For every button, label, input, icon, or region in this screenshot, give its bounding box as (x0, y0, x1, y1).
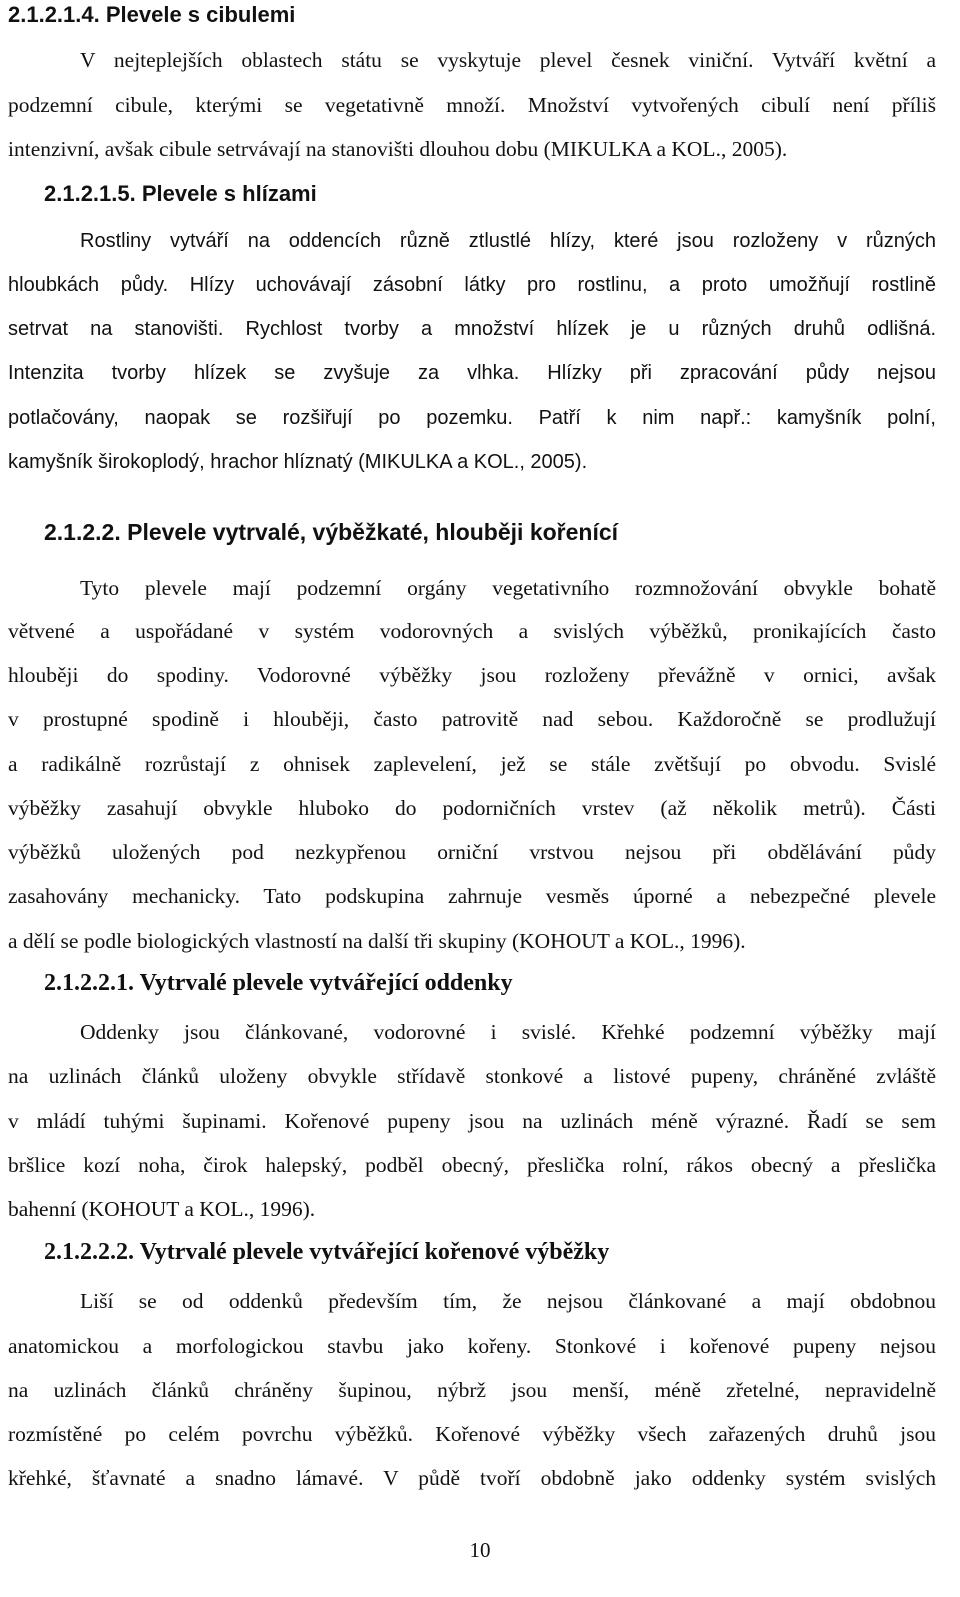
paragraph-line: výběžků uložených pod nezkypřenou orniční vrstvou nejsou při obdělávání půdy (8, 840, 936, 864)
paragraph-line: hloubkách půdy. Hlízy uchovávají zásobní látky pro rostlinu, a proto umožňují rostlině (8, 274, 936, 296)
paragraph-line: Rostliny vytváří na oddencích různě ztlustlé hlízy, které jsou rozloženy v různých (80, 230, 936, 252)
heading-plevele-s-cibulemi: 2.1.2.1.4. Plevele s cibulemi (8, 2, 296, 27)
paragraph-line: kamyšník širokoplodý, hrachor hlíznatý (MIKULKA a KOL., 2005). (8, 451, 588, 473)
paragraph-line: rozmístěné po celém povrchu výběžků. Kořenové výběžky všech zařazených druhů jsou (8, 1422, 936, 1446)
heading-plevele-s-hlizami: 2.1.2.1.5. Plevele s hlízami (44, 181, 317, 206)
paragraph-line: hlouběji do spodiny. Vodorovné výběžky jsou rozloženy převážně v ornici, avšak (8, 663, 936, 687)
paragraph-line: Tyto plevele mají podzemní orgány vegetativního rozmnožování obvykle bohatě (80, 576, 936, 600)
paragraph-line: setrvat na stanovišti. Rychlost tvorby a množství hlízek je u různých druhů odlišná. (8, 318, 936, 340)
paragraph-line: v prostupné spodině i hlouběji, často patrovitě nad sebou. Každoročně se prodlužují (8, 707, 936, 731)
paragraph-line: bršlice kozí noha, čirok halepský, podběl obecný, přeslička rolní, rákos obecný a přeslička (8, 1153, 936, 1177)
paragraph-line: intenzivní, avšak cibule setrvávají na stanovišti dlouhou dobu (MIKULKA a KOL., 2005). (8, 137, 788, 161)
paragraph-line: potlačovány, naopak se rozšiřují po pozemku. Patří k nim např.: kamyšník polní, (8, 407, 936, 429)
paragraph-line: bahenní (KOHOUT a KOL., 1996). (8, 1197, 316, 1221)
heading-plevele-vytrvale-vybezkate: 2.1.2.2. Plevele vytrvalé, výběžkaté, hlouběji kořenící (44, 519, 619, 545)
paragraph-line: na uzlinách článků uloženy obvykle střídavě stonkové a listové pupeny, chráněné zvláště (8, 1064, 936, 1088)
paragraph-line: na uzlinách článků chráněny šupinou, nýbrž jsou menší, méně zřetelné, nepravidelně (8, 1378, 936, 1402)
paragraph-line: podzemní cibule, kterými se vegetativně množí. Množství vytvořených cibulí není příliš (8, 93, 936, 117)
paragraph-line: Oddenky jsou článkované, vodorovné i svislé. Křehké podzemní výběžky mají (80, 1020, 936, 1044)
paragraph-line: v mládí tuhými šupinami. Kořenové pupeny jsou na uzlinách méně výrazné. Řadí se sem (8, 1109, 936, 1133)
heading-vytrvale-plevele-oddenky: 2.1.2.2.1. Vytrvalé plevele vytvářející oddenky (44, 970, 513, 996)
heading-vytrvale-plevele-korenove-vybezky: 2.1.2.2.2. Vytrvalé plevele vytvářející kořenové výběžky (44, 1239, 610, 1265)
paragraph-line: Intenzita tvorby hlízek se zvyšuje za vlhka. Hlízky při zpracování půdy nejsou (8, 362, 936, 384)
paragraph-line: anatomickou a morfologickou stavbu jako kořeny. Stonkové i kořenové pupeny nejsou (8, 1334, 936, 1358)
paragraph-line: větvené a uspořádané v systém vodorovných a svislých výběžků, pronikajících často (8, 619, 936, 643)
paragraph-line: a dělí se podle biologických vlastností na další tři skupiny (KOHOUT a KOL., 1996). (8, 929, 746, 953)
paragraph-line: výběžky zasahují obvykle hluboko do podorničních vrstev (až několik metrů). Části (8, 796, 936, 820)
page-number: 10 (469, 1538, 491, 1562)
paragraph-line: zasahovány mechanicky. Tato podskupina zahrnuje vesměs úporné a nebezpečné plevele (8, 884, 936, 908)
paragraph-line: V nejteplejších oblastech státu se vyskytuje plevel česnek viniční. Vytváří květní a (80, 48, 936, 72)
paragraph-line: křehké, šťavnaté a snadno lámavé. V půdě tvoří obdobně jako oddenky systém svislých (8, 1466, 936, 1490)
paragraph-line: Liší se od oddenků především tím, že nejsou článkované a mají obdobnou (80, 1289, 936, 1313)
paragraph-line: a radikálně rozrůstají z ohnisek zaplevelení, jež se stále zvětšují po obvodu. Svislé (8, 752, 936, 776)
